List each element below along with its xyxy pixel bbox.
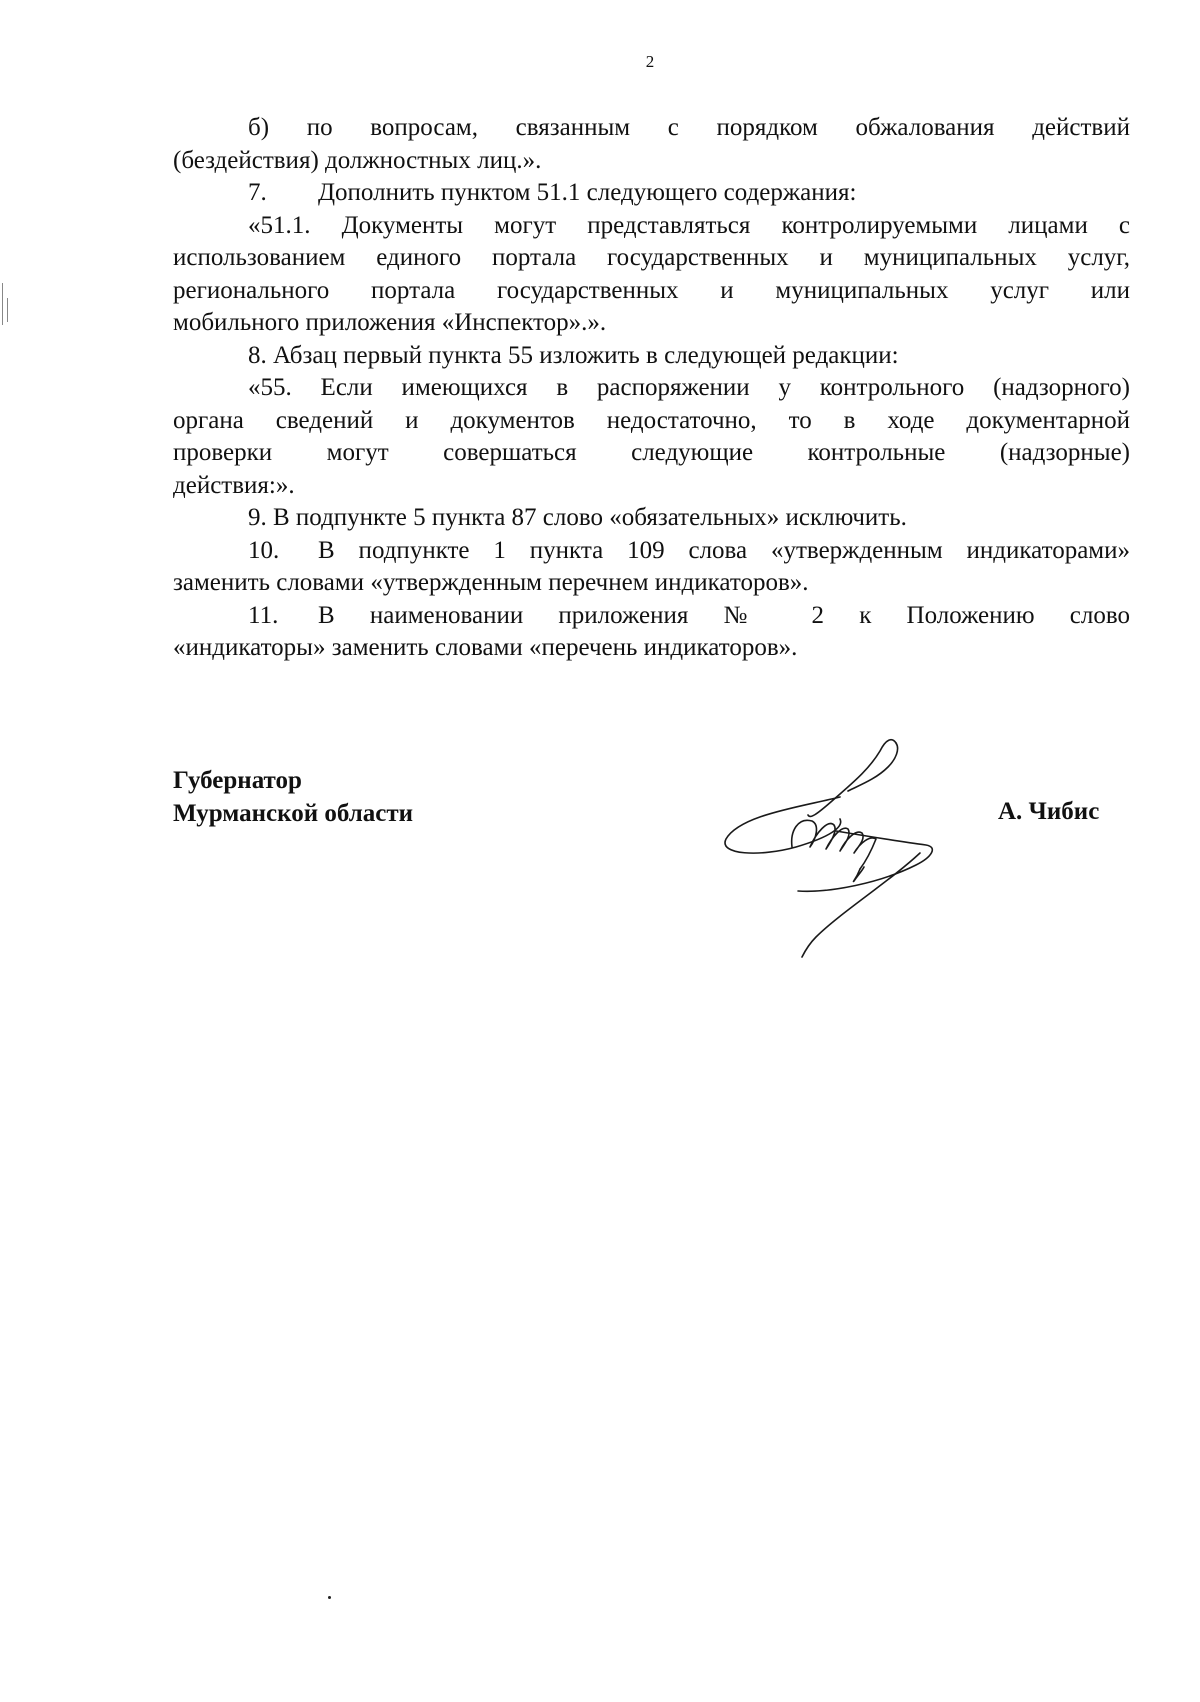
item-text: В подпункте 1 пункта 109 слова «утвержденным индикаторами»	[318, 536, 1130, 564]
item-11	[173, 600, 1130, 633]
item-number: 11.	[248, 601, 279, 629]
paragraph-line: «индикаторы» заменить словами «перечень индикаторов».	[173, 634, 798, 661]
paragraph-line: мобильного приложения «Инспектор».».	[173, 309, 607, 336]
item-10	[173, 535, 1130, 568]
paragraph-line: органа сведений и документов недостаточно, то в ходе документарной	[173, 406, 1130, 434]
paragraph-line: регионального портала государственных и муниципальных услуг или	[173, 276, 1130, 304]
signatory-title-line: Губернатор	[173, 767, 302, 794]
document-body	[173, 112, 1130, 665]
paragraph-line: «51.1. Документы могут представляться контролируемыми лицами с	[248, 211, 1130, 239]
signatory-title-line: Мурманской области	[173, 800, 414, 827]
paragraph-line: проверки могут совершаться следующие контрольные (надзорные)	[173, 439, 1130, 466]
item-8: 8. Абзац первый пункта 55 изложить в следующей редакции:	[248, 341, 899, 369]
item-number: 7.	[248, 179, 267, 206]
paragraph-line: заменить словами «утвержденным перечнем индикаторов».	[173, 569, 809, 596]
paragraph-line: действия:».	[173, 471, 295, 499]
item-text: В наименовании приложения № 2 к Положению слово	[318, 601, 1130, 629]
paragraph-line: использованием единого портала государственных и муниципальных услуг,	[173, 244, 1130, 271]
paragraph-line: б) по вопросам, связанным с порядком обжалования действий	[248, 114, 1130, 141]
item-7	[173, 177, 1130, 210]
item-9: 9. В подпункте 5 пункта 87 слово «обязательных» исключить.	[248, 504, 907, 531]
page-number: 2	[645, 52, 655, 71]
signatory-name: А. Чибис	[998, 798, 1100, 825]
handwritten-signature	[720, 735, 960, 975]
signatory-title	[173, 764, 413, 830]
paragraph-line: (бездействия) должностных лиц.».	[173, 146, 542, 174]
scan-edge-mark	[7, 298, 8, 322]
scan-speck	[328, 1596, 331, 1599]
scan-edge-mark	[2, 283, 3, 325]
item-number: 10.	[248, 536, 280, 564]
item-text: Дополнить пунктом 51.1 следующего содержания:	[318, 179, 857, 206]
paragraph-line: «55. Если имеющихся в распоряжении у контрольного (надзорного)	[248, 374, 1130, 401]
